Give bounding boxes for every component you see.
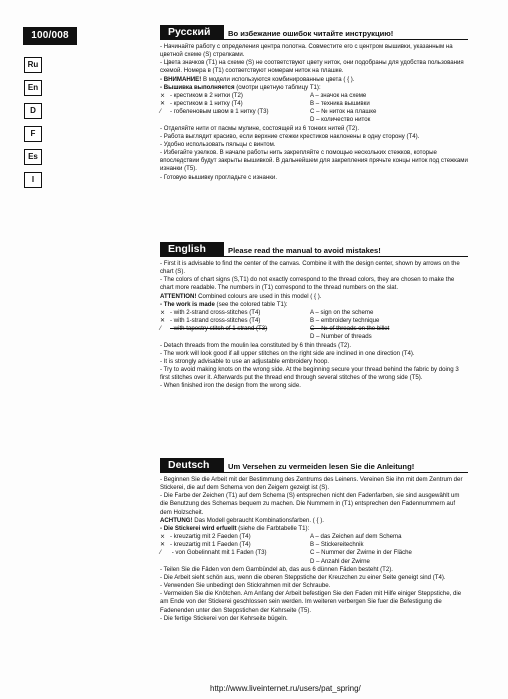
tapestry-stitch-icon: ⁄ xyxy=(160,549,162,557)
work-text: (siehe die Farbtabelle T1): xyxy=(236,524,310,532)
work-label: - Вышивка выполняется xyxy=(160,83,235,91)
legend-right: D – количество ниток xyxy=(310,116,371,124)
legend-row xyxy=(160,549,468,557)
paragraph: - Избегайте узелков. В начале работы нить закрепляйте с помощью нескольких стежков, которые впоследствии будут закрыты вышивкой. В дальнейшем для закрепления прячьте концы ниток под стежками изнанки (T5). xyxy=(160,149,468,173)
legend-row xyxy=(160,309,468,317)
legend-right: B – Stickereitechnik xyxy=(310,541,364,549)
cross-stitch-2-icon: ⨯ xyxy=(160,308,166,316)
language-tab-d: D xyxy=(24,103,42,119)
cross-stitch-1-icon: ✕ xyxy=(160,541,166,549)
paragraph: - Начинайте работу с определения центра полотна. Совместите его с центром вышивки, указанным на цветной схеме (S) стрелками. xyxy=(160,43,453,59)
legend-right: D – Anzahl der Zwirne xyxy=(310,557,370,565)
attention-label: - ВНИМАНИЕ! xyxy=(160,75,202,83)
language-tab-f: F xyxy=(24,126,42,142)
legend-row xyxy=(160,541,468,549)
section-header xyxy=(160,25,468,40)
cross-stitch-2-icon: ⨯ xyxy=(160,91,166,99)
legend-left: - kreuzartig mit 2 Faeden (T4) xyxy=(170,533,251,541)
section-title: Um Versehen zu vermeiden lesen Sie die Anleitung! xyxy=(224,461,468,473)
section-deutsch xyxy=(160,458,468,623)
section-title: Во избежание ошибок читайте инструкцию! xyxy=(224,28,468,40)
work-label: - The work is made xyxy=(160,300,215,308)
paragraph: - Die fertige Stickerei von der Kehrseite bügeln. xyxy=(160,614,288,622)
footer-url: http://www.liveinternet.ru/users/pat_spring/ xyxy=(210,684,361,693)
paragraph: - Teilen Sie die Fäden von dem Garnbündel ab, das aus 6 dünnen Fäden besteht (T2). xyxy=(160,565,393,573)
paragraph: - Try to avoid making knots on the wrong side. At the beginning secure your thread behind the fabric by doing 3 first stitches over it. Afterwards put the thread end through several stitches of the wrong side (T5). xyxy=(160,366,459,382)
legend-row xyxy=(160,325,468,333)
work-label: - Die Stickerei wird erfuellt xyxy=(160,524,237,532)
attention-text: В модели используются комбинированные цвета ( { ). xyxy=(201,75,355,83)
legend-right: C – № ниток на плашке xyxy=(310,108,377,116)
paragraph xyxy=(160,301,468,309)
attention-label: ACHTUNG! xyxy=(160,516,193,524)
language-tab-es: Es xyxy=(24,149,42,165)
section-header xyxy=(160,242,468,257)
work-text: (смотри цветную таблицу T1): xyxy=(234,83,321,91)
language-tab-en: En xyxy=(24,80,42,96)
page-code: 100/008 xyxy=(23,27,77,45)
paragraph xyxy=(160,525,468,533)
legend-right: B – embroidery technique xyxy=(310,317,380,325)
attention-label: ATTENTION! xyxy=(160,292,197,300)
paragraph: - Отделяйте нити от пасмы мулине, состоящей из 6 тонких нитей (T2). xyxy=(160,124,360,132)
legend-right: C – № of threads on the billet xyxy=(310,325,390,333)
legend-left: - крестиком в 2 нитки (T2) xyxy=(170,91,243,99)
legend-right: A – sign on the scheme xyxy=(310,308,374,316)
paragraph: - It is strongly advisable to use an adjustable embroidery hoop. xyxy=(160,357,330,365)
legend-row xyxy=(160,92,468,100)
paragraph: - Готовую вышивку прогладьте с изнанки. xyxy=(160,173,278,181)
legend-right: A – das Zeichen auf dem Schema xyxy=(310,533,402,541)
cross-stitch-2-icon: ⨯ xyxy=(160,533,166,541)
paragraph: - Die Farbe der Zeichen (T1) auf dem Schema (S) entsprechen nicht den Fadenfarben, sie sind ausgewählt um die Benutzung des Schemas bequem zu machen. Die Nummern in (T1) entsprechen den Fadennummern auf dem Holzscheit. xyxy=(160,492,460,516)
attention-text: Combined colours are used in this model ( { ). xyxy=(196,292,322,300)
paragraph: - Удобно использовать пяльцы с винтом. xyxy=(160,140,276,148)
legend-left: - kreuzartig mit 1 Faeden (T4) xyxy=(170,541,251,549)
paragraph xyxy=(160,76,468,84)
paragraph: - Работа выглядит красиво, если верхние стежки крестиков наклонены в одну сторону (T4). xyxy=(160,132,420,140)
paragraph: - When finished iron the design from the wrong side. xyxy=(160,382,301,390)
paragraph xyxy=(160,84,468,92)
cross-stitch-1-icon: ✕ xyxy=(160,317,166,325)
paragraph: - Detach threads from the moulin lea constituted by 6 thin threads (T2). xyxy=(160,341,352,349)
paragraph: - Die Arbeit sieht schön aus, wenn die oberen Steppstiche der Kreuzchen zu einer Seite geneigt sind (T4). xyxy=(160,573,446,581)
legend-right: B – техника вышивки xyxy=(310,100,370,108)
work-text: (see the colored table T1): xyxy=(214,300,288,308)
section-russian xyxy=(160,25,468,182)
legend-left: - гобеленовым швом в 1 нитку (T3) xyxy=(170,108,269,116)
paragraph xyxy=(160,517,468,525)
attention-text: Das Modell gebraucht Kombinationsfarben. ( { ). xyxy=(192,516,324,524)
legend-row xyxy=(160,317,468,325)
paragraph: - First it is advisable to find the center of the canvas. Combine it with the design center, shown by arrows on the chart (S). xyxy=(160,260,460,276)
section-header xyxy=(160,458,468,473)
language-tab-i: I xyxy=(24,172,42,188)
paragraph: - Verwenden Sie unbedingt den Stickrahmen mit der Schraube. xyxy=(160,582,331,590)
legend-row xyxy=(160,116,468,124)
legend-left: - von Gobelinnaht mit 1 Faden (T3) xyxy=(170,549,267,557)
legend-left: - with 2-strand cross-stitches (T4) xyxy=(170,308,261,316)
language-tabs xyxy=(24,57,42,195)
tapestry-stitch-icon: ⁄ xyxy=(160,108,162,116)
legend-row xyxy=(160,100,468,108)
section-title: Please read the manual to avoid mistakes! xyxy=(224,245,468,257)
paragraph: - The colors of chart signs (S,T1) do not exactly correspond to the thread colors, they are chosen to make the chart more readable. The numbers in (T1) correspond to the thread numbers on the slat. xyxy=(160,276,455,292)
legend-row xyxy=(160,108,468,116)
cross-stitch-1-icon: ✕ xyxy=(160,100,166,108)
legend-left: - with 1-strand cross-stitches (T4) xyxy=(170,317,261,325)
legend-left: - крестиком в 1 нитку (T4) xyxy=(170,100,243,108)
section-body xyxy=(160,40,468,182)
language-tab-ru: Ru xyxy=(24,57,42,73)
paragraph: - Цвета значков (T1) на схеме (S) не соответствуют цвету ниток, они подобраны для удобства пользования схемой. Номера в (T1) соответствуют номерам ниток на плашке. xyxy=(160,59,464,75)
legend-row xyxy=(160,333,468,341)
legend-right: C – Nummer der Zwirne in der Fläche xyxy=(310,549,412,557)
legend-row xyxy=(160,558,468,566)
section-body xyxy=(160,257,468,391)
paragraph: - Beginnen Sie die Arbeit mit der Bestimmung des Zentrums des Leinens. Vereinen Sie ihn mit dem Zentrum der Stickerei, die auf dem Schema von den Zeigern gezeigt ist (S). xyxy=(160,476,463,492)
paragraph: - The work will look good if all upper stitches on the right side are inclined in one direction (T4). xyxy=(160,349,415,357)
legend-left: - with tapestry stitch of 1 strand (T3) xyxy=(170,325,268,333)
section-body xyxy=(160,473,468,623)
legend-right: D – Number of threads xyxy=(310,333,372,341)
section-english xyxy=(160,242,468,391)
section-tab-label: Deutsch xyxy=(160,458,224,473)
paragraph xyxy=(160,293,468,301)
paragraph: - Vermeiden Sie die Knötchen. Am Anfang der Arbeit befestigen Sie den Faden mit Hilfe einiger Steppstiche, die am Ende von der Stickerei geschlossen sein werden. Im weiteren verbergen Sie fuer die Befestigung die Fadenenden unter den Steppstichen der Kehrseite (T5). xyxy=(160,590,462,614)
section-tab-label: Русский xyxy=(160,25,224,40)
tapestry-stitch-icon: ⁄ xyxy=(160,325,162,333)
legend-right: A – значок на схеме xyxy=(310,91,367,99)
legend-row xyxy=(160,533,468,541)
section-tab-label: English xyxy=(160,242,224,257)
